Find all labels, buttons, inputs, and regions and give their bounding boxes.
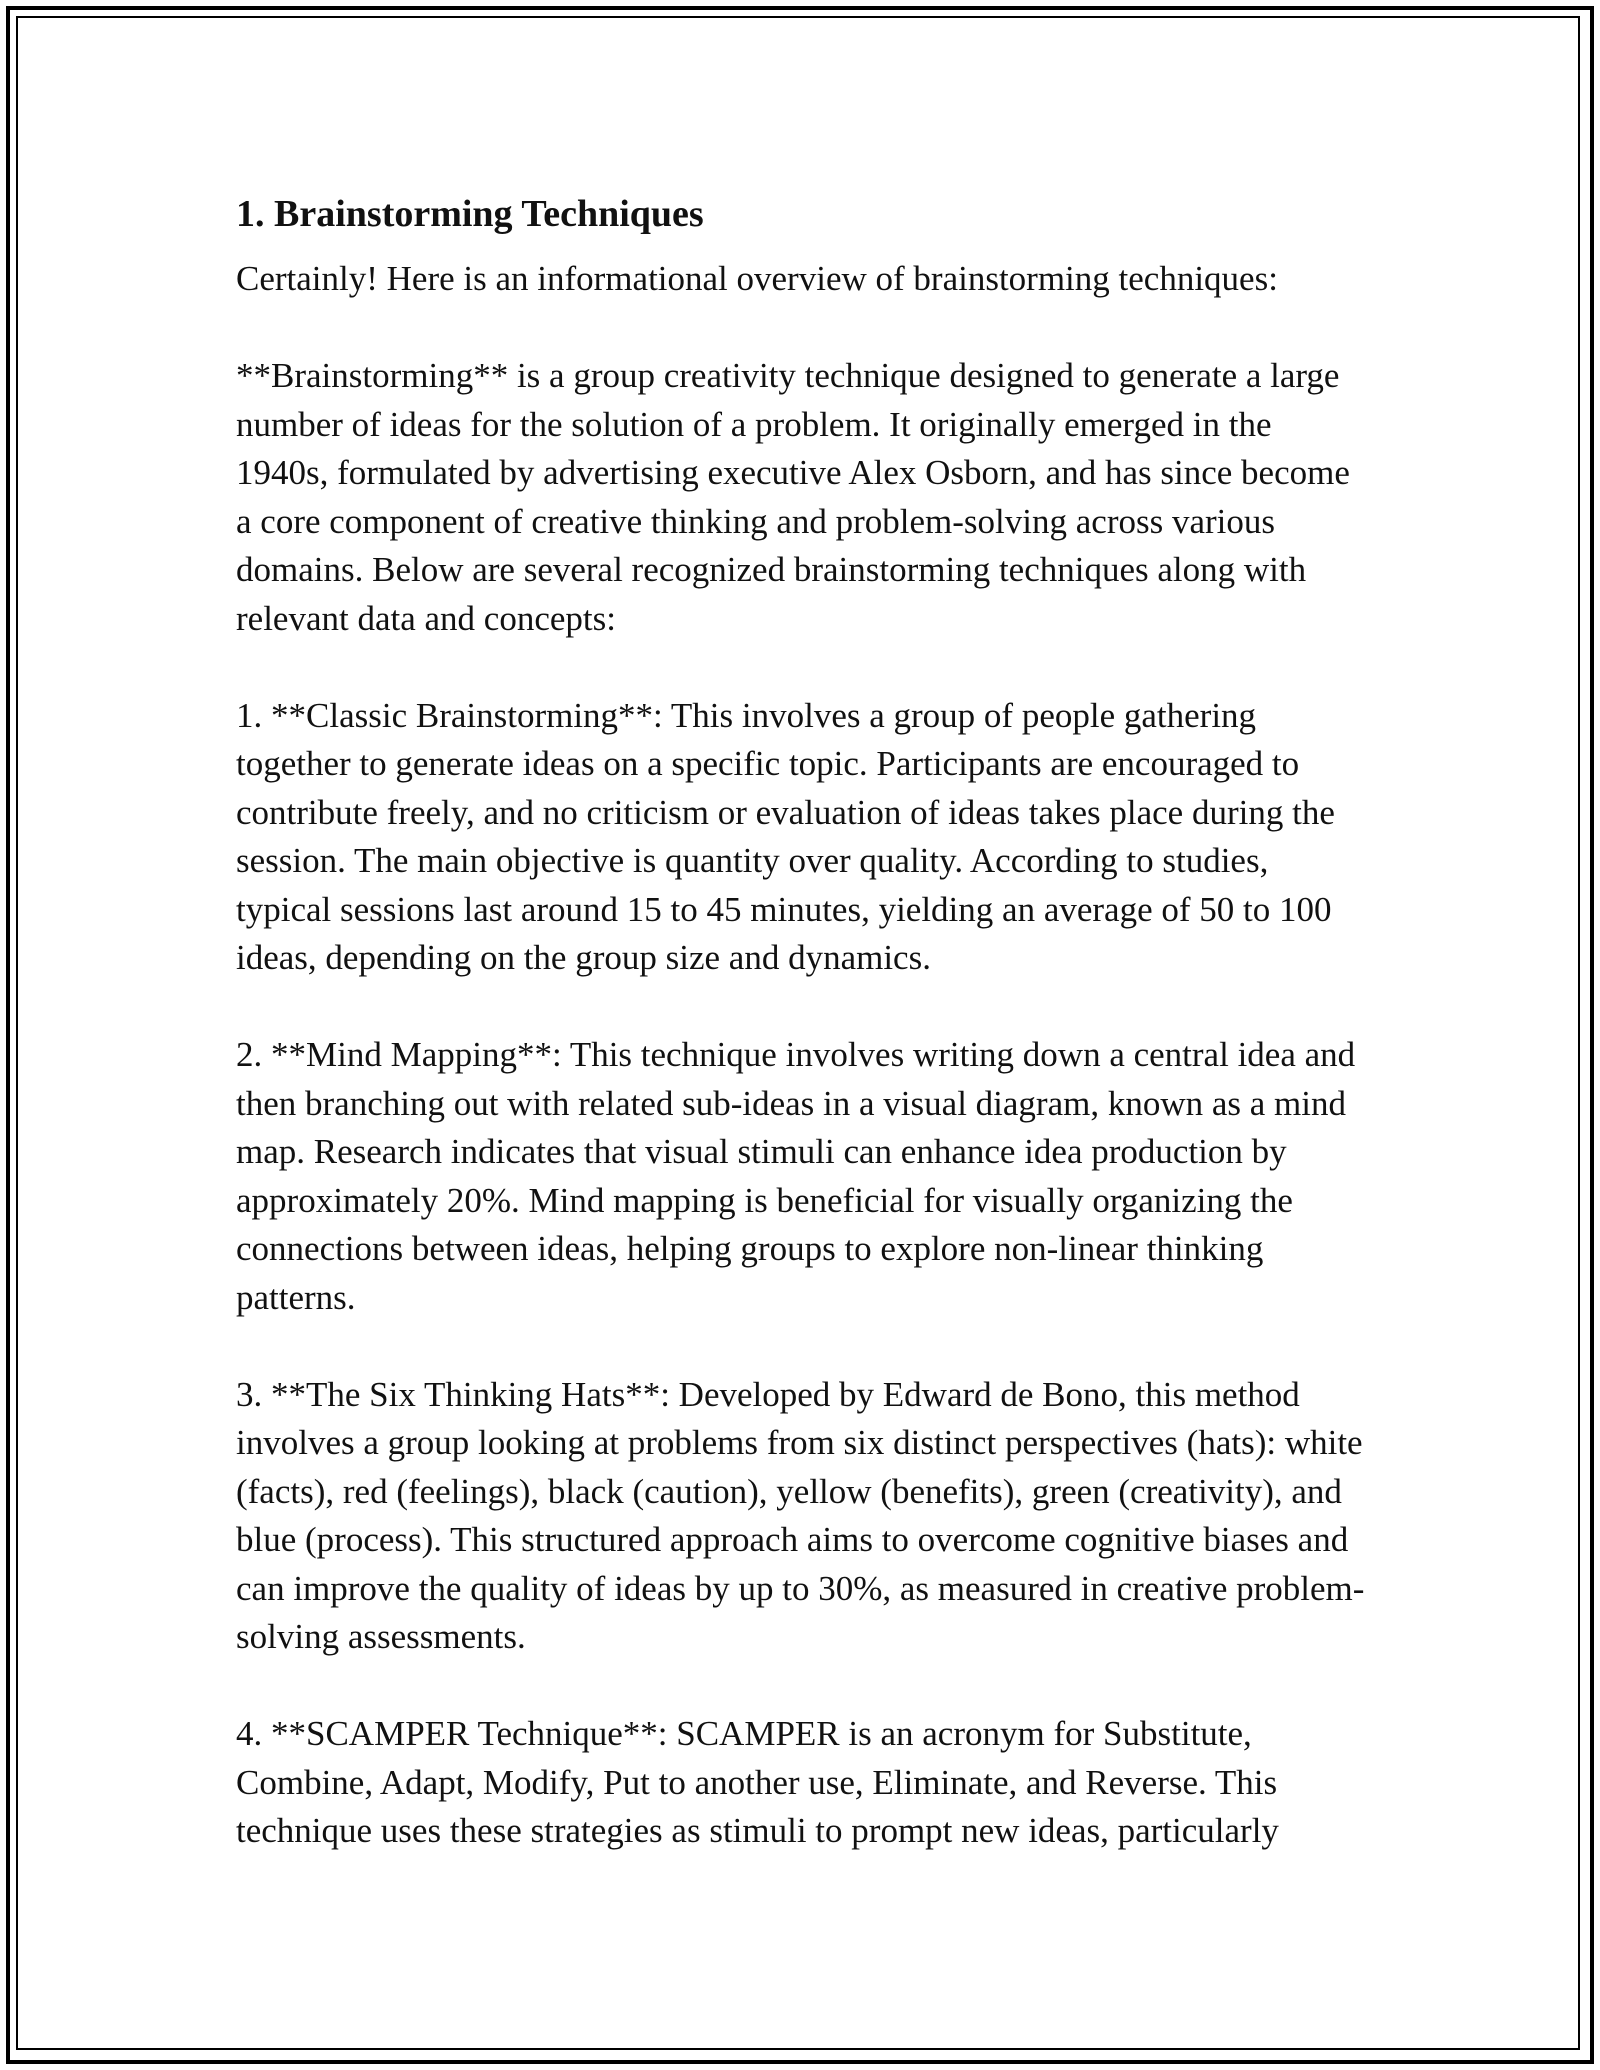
document-body	[236, 185, 1366, 1904]
paragraph-intro: Certainly! Here is an informational overview of brainstorming techniques:	[236, 259, 1278, 298]
paragraph-mind-mapping: 2. **Mind Mapping**: This technique involves writing down a central idea and then branching out with related sub-ideas in a visual diagram, known as a mind map. Research indicates that visual stimuli can enhance idea production by approximately 20%. Mind mapping is beneficial for visually organizing the connections between ideas, helping groups to explore non-linear thinking patterns.	[236, 1035, 1356, 1317]
paragraph-classic-brainstorming: 1. **Classic Brainstorming**: This involves a group of people gathering together to generate ideas on a specific topic. Participants are encouraged to contribute freely, and no criticism or evaluation of ideas takes place during the session. The main objective is quantity over quality. According to studies, typical sessions last around 15 to 45 minutes, yielding an average of 50 to 100 ideas, depending on the group size and dynamics.	[236, 695, 1335, 977]
paragraph-scamper: 4. **SCAMPER Technique**: SCAMPER is an acronym for Substitute, Combine, Adapt, Modify, Put to another use, Eliminate, and Reverse. This technique uses these strategies as stimuli to prompt new ideas, particularly	[236, 1714, 1279, 1850]
paragraph-six-thinking-hats: 3. **The Six Thinking Hats**: Developed by Edward de Bono, this method involves a group looking at problems from six distinct perspectives (hats): white (facts), red (feelings), black (caution), yellow (benefits), green (creativity), and blue (process). This structured approach aims to overcome cognitive biases and can improve the quality of ideas by up to 30%, as measured in creative problem-solving assessments.	[236, 1374, 1365, 1656]
paragraph-brainstorming-definition: **Brainstorming** is a group creativity technique designed to generate a large number of ideas for the solution of a problem. It originally emerged in the 1940s, formulated by advertising executive Alex Osborn, and has since become a core component of creative thinking and problem-solving across various domains. Below are several recognized brainstorming techniques along with relevant data and concepts:	[236, 356, 1350, 638]
document-title: 1. Brainstorming Techniques	[236, 193, 704, 235]
